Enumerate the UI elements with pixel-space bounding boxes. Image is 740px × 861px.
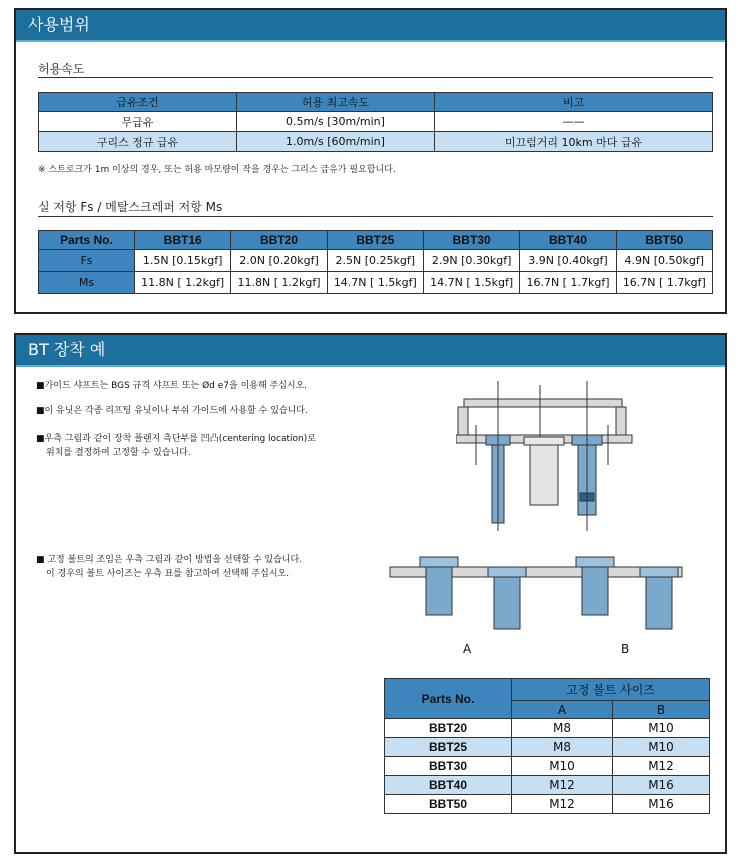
speed-header-note: 비고: [435, 93, 713, 112]
bolt-cell: BBT25: [385, 738, 512, 757]
resist-cell: 4.9N [0.50kgf]: [616, 250, 712, 272]
label-a: A: [463, 642, 472, 656]
speed-cell: 미끄럼거리 10km 마다 급유: [435, 132, 713, 152]
speed-cell: ——: [435, 112, 713, 132]
resist-title: 실 저항 Fs / 메탈스크레퍼 저항 Ms: [38, 200, 223, 214]
grease-note: ※ 스트로크가 1m 이상의 경우, 또는 허용 마모량이 작을 경우는 그리스 급유가 필요합니다.: [38, 165, 396, 175]
bolt-header-b: B: [613, 701, 710, 719]
bolt-header-group: 고정 볼트 사이즈: [512, 679, 710, 701]
bolt-cell: M10: [512, 757, 613, 776]
resist-cell: 2.0N [0.20kgf]: [231, 250, 327, 272]
mounting-example-title: BT 장착 예: [16, 335, 725, 365]
bullet-text: 위치를 결정하여 고정할 수 있습니다.: [46, 448, 191, 458]
speed-header-condition: 급유조건: [39, 93, 237, 112]
bolt-note-text: ■ 고정 볼트의 조임은 우측 그림과 같이 방법을 선택할 수 있습니다.: [36, 555, 303, 565]
bolt-cell: BBT40: [385, 776, 512, 795]
resist-title-rule: [38, 216, 713, 217]
bolt-cell: M12: [512, 776, 613, 795]
resist-cell: 1.5N [0.15kgf]: [135, 250, 231, 272]
mounting-example-panel: [14, 333, 727, 854]
label-b: B: [621, 642, 630, 656]
bolt-cell: M8: [512, 719, 613, 738]
resist-cell: 11.8N [ 1.2kgf]: [135, 272, 231, 294]
resist-cell: 14.7N [ 1.5kgf]: [327, 272, 423, 294]
table-row: [385, 757, 710, 776]
bolt-cell: M10: [613, 738, 710, 757]
resist-header: BBT40: [520, 231, 616, 250]
mounting-drawing-top: [456, 375, 636, 535]
table-row: [39, 132, 713, 152]
resist-cell: 16.7N [ 1.7kgf]: [616, 272, 712, 294]
table-row: [39, 272, 713, 294]
table-row: [385, 719, 710, 738]
resist-cell: 11.8N [ 1.2kgf]: [231, 272, 327, 294]
bolt-fixing-drawing: [386, 553, 686, 635]
bolt-cell: BBT20: [385, 719, 512, 738]
bolt-cell: BBT30: [385, 757, 512, 776]
resist-cell: 3.9N [0.40kgf]: [520, 250, 616, 272]
bolt-cell: M8: [512, 738, 613, 757]
bullet-text: ■가이드 샤프트는 BGS 규격 샤프트 또는 Ød e7을 이용해 주십시오.: [36, 381, 308, 391]
bolt-header-a: A: [512, 701, 613, 719]
resist-header: BBT16: [135, 231, 231, 250]
resist-row-label: Ms: [39, 272, 135, 294]
speed-table: [38, 92, 713, 152]
resist-cell: 14.7N [ 1.5kgf]: [423, 272, 519, 294]
resistance-table: [38, 230, 713, 294]
bolt-note-text: 이 경우의 볼트 사이즈는 우측 표를 참고하여 선택해 주십시오.: [46, 569, 290, 579]
bolt-cell: BBT50: [385, 795, 512, 814]
resist-cell: 2.5N [0.25kgf]: [327, 250, 423, 272]
bolt-cell: M10: [613, 719, 710, 738]
resist-header: BBT25: [327, 231, 423, 250]
resist-header: BBT50: [616, 231, 712, 250]
speed-title-rule: [38, 77, 713, 78]
usage-range-panel: [14, 8, 727, 314]
speed-title: 허용속도: [38, 62, 85, 76]
bolt-cell: M12: [512, 795, 613, 814]
resist-header: BBT20: [231, 231, 327, 250]
bolt-cell: M16: [613, 795, 710, 814]
resist-header-parts: Parts No.: [39, 231, 135, 250]
table-row: [39, 112, 713, 132]
bolt-header-parts: Parts No.: [385, 679, 512, 719]
resist-cell: 16.7N [ 1.7kgf]: [520, 272, 616, 294]
resist-row-label: Fs: [39, 250, 135, 272]
resist-cell: 2.9N [0.30kgf]: [423, 250, 519, 272]
speed-cell: 0.5m/s [30m/min]: [237, 112, 435, 132]
usage-range-title: 사용범위: [16, 10, 725, 40]
bullet-text: ■이 유닛은 각종 리프팅 유닛이나 부쉬 가이드에 사용할 수 있습니다.: [36, 406, 308, 416]
resist-header: BBT30: [423, 231, 519, 250]
table-row: [385, 738, 710, 757]
speed-header-max: 허용 최고속도: [237, 93, 435, 112]
table-row: [385, 795, 710, 814]
speed-cell: 1.0m/s [60m/min]: [237, 132, 435, 152]
table-row: [385, 776, 710, 795]
bolt-cell: M16: [613, 776, 710, 795]
speed-cell: 구리스 정규 급유: [39, 132, 237, 152]
bolt-cell: M12: [613, 757, 710, 776]
speed-cell: 무급유: [39, 112, 237, 132]
bullet-text: ■우측 그림과 같이 장착 플랜지 측단부를 凹凸(centering location)로: [36, 434, 316, 444]
table-row: [39, 250, 713, 272]
bolt-size-table: [384, 678, 710, 814]
